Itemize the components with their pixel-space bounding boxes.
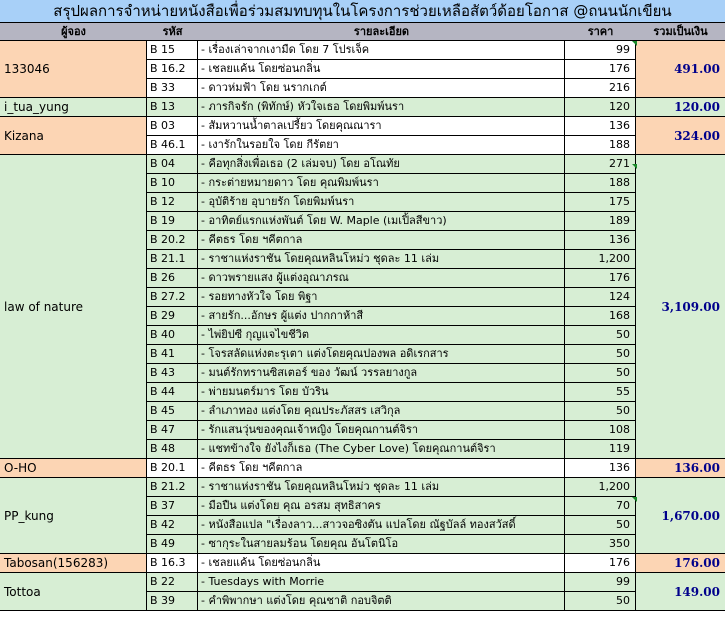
header-total: รวมเป็นเงิน [653, 25, 708, 38]
group-total-cell[interactable]: 324.00 [636, 117, 725, 155]
book-detail-cell[interactable]: - อุบัติร้าย อุบายรัก โดยพิมพ์นรา [198, 193, 565, 211]
order-rows [147, 117, 636, 155]
order-rows [147, 478, 636, 554]
group-total-cell[interactable]: 120.00 [636, 98, 725, 117]
book-code-cell[interactable]: B 49 [147, 535, 198, 553]
order-row [147, 478, 636, 497]
book-detail-cell[interactable]: - อาทิตย์แรกแห่งพันต์ โดย W. Maple (เมเปิ้ลสีขาว) [198, 212, 565, 230]
order-rows [147, 554, 636, 573]
order-row [147, 326, 636, 345]
order-row [147, 497, 636, 516]
price-cell[interactable]: 136 [565, 117, 636, 135]
book-code-cell[interactable]: B 16.3 [147, 554, 198, 572]
book-detail-cell[interactable]: - หนังสือแปล "เรื่องลาว...สาวจอซิงตัน แปลโดย ณัฐบัลล์ ทองสวัสดิ์ [198, 516, 565, 534]
book-detail-cell[interactable]: - ดาวห่มฟ้า โดย นรากเกต์ [198, 79, 565, 97]
order-row [147, 516, 636, 535]
book-code-cell[interactable]: B 21.2 [147, 478, 198, 496]
order-row [147, 269, 636, 288]
book-code-cell[interactable]: B 45 [147, 402, 198, 420]
book-detail-cell[interactable]: - ดาวพรายแสง ผู้แต่งอุณาภรณ [198, 269, 565, 287]
column-header-row [0, 23, 725, 41]
book-detail-cell[interactable]: - คำพิพากษา แต่งโดย คุณชาติ กอบจิตติ [198, 592, 565, 610]
price-cell[interactable]: 168 [565, 307, 636, 325]
price-cell[interactable]: 1,200 [565, 250, 636, 268]
book-code-cell[interactable]: B 47 [147, 421, 198, 439]
price-cell[interactable]: 188 [565, 174, 636, 192]
order-row [147, 364, 636, 383]
price-cell[interactable]: 55 [565, 383, 636, 401]
buyer-group [0, 459, 725, 478]
price-cell[interactable]: 50 [565, 364, 636, 382]
sheet-title: สรุปผลการจำหน่ายหนังสือเพื่อร่วมสมทบทุนในโครงการช่วยเหลือสัตว์ด้อยโอกาส @ถนนนักเขียน [0, 0, 725, 23]
price-cell[interactable]: 1,200 [565, 478, 636, 496]
book-detail-cell[interactable]: - คีตธร โดย ฯคีตกาล [198, 459, 565, 477]
group-total-cell[interactable]: 1,670.00 [636, 478, 725, 554]
order-row [147, 345, 636, 364]
price-cell[interactable]: 50 [565, 402, 636, 420]
book-code-cell[interactable]: B 12 [147, 193, 198, 211]
price-cell[interactable]: 99 [565, 573, 636, 591]
book-code-cell[interactable]: B 20.1 [147, 459, 198, 477]
order-row [147, 79, 636, 98]
group-total-cell[interactable]: 176.00 [636, 554, 725, 573]
order-rows [147, 98, 636, 117]
order-row [147, 136, 636, 155]
price-cell[interactable]: 50 [565, 516, 636, 534]
book-detail-cell[interactable]: - ลำเภาทอง แต่งโดย คุณประภัสสร เสวิกุล [198, 402, 565, 420]
book-code-cell[interactable]: B 15 [147, 41, 198, 59]
price-cell[interactable]: 350 [565, 535, 636, 553]
book-detail-cell[interactable]: - ราชาแห่งราชัน โดยคุณหลินโหม่ว ชุดละ 11 เล่ม [198, 478, 565, 496]
buyer-name-cell[interactable]: i_tua_yung [0, 98, 147, 117]
order-row [147, 592, 636, 611]
book-code-cell[interactable]: B 42 [147, 516, 198, 534]
group-total-cell[interactable]: 3,109.00 [636, 155, 725, 459]
book-code-cell[interactable]: B 29 [147, 307, 198, 325]
order-row [147, 459, 636, 478]
price-cell[interactable]: 50 [565, 592, 636, 610]
price-cell[interactable]: 119 [565, 440, 636, 458]
book-code-cell[interactable]: B 37 [147, 497, 198, 515]
book-code-cell[interactable]: B 33 [147, 79, 198, 97]
price-cell[interactable]: 136 [565, 231, 636, 249]
order-rows [147, 459, 636, 478]
group-total-cell[interactable]: 149.00 [636, 573, 725, 611]
buyer-group [0, 41, 725, 98]
order-row [147, 535, 636, 554]
price-cell[interactable]: 176 [565, 554, 636, 572]
book-detail-cell[interactable]: - ซากุระในสายลมร้อน โดยคุณ อันโตนิโอ [198, 535, 565, 553]
order-row [147, 421, 636, 440]
order-row [147, 117, 636, 136]
price-cell[interactable]: 271 [565, 155, 636, 173]
price-cell[interactable]: 50 [565, 345, 636, 363]
buyer-group [0, 155, 725, 459]
price-cell[interactable]: 120 [565, 98, 636, 116]
header-buyer: ผู้จอง [61, 25, 86, 38]
buyer-name-cell[interactable]: O-HO [0, 459, 147, 478]
book-detail-cell[interactable]: - โจรสลัดแห่งตะรุเตา แต่งโดยคุณปองพล อดิเรกสาร [198, 345, 565, 363]
book-detail-cell[interactable]: - เรื่องเล่าจากเงามืด โดย 7 โปรเจ็ค [198, 41, 565, 59]
book-code-cell[interactable]: B 44 [147, 383, 198, 401]
book-code-cell[interactable]: B 41 [147, 345, 198, 363]
price-cell[interactable]: 70 [565, 497, 636, 515]
price-cell[interactable]: 50 [565, 326, 636, 344]
group-total-cell[interactable]: 491.00 [636, 41, 725, 98]
price-cell[interactable]: 189 [565, 212, 636, 230]
book-code-cell[interactable]: B 26 [147, 269, 198, 287]
buyer-name-cell[interactable]: Tabosan(156283) [0, 554, 147, 573]
order-rows [147, 41, 636, 98]
buyer-name-cell[interactable]: Tottoa [0, 573, 147, 611]
order-row [147, 155, 636, 174]
book-code-cell[interactable]: B 20.2 [147, 231, 198, 249]
order-row [147, 288, 636, 307]
order-rows [147, 573, 636, 611]
buyer-group [0, 98, 725, 117]
group-total-cell[interactable]: 136.00 [636, 459, 725, 478]
order-row [147, 307, 636, 326]
book-detail-cell[interactable]: - เงารักในรอยใจ โดย กีรัตยา [198, 136, 565, 154]
book-detail-cell[interactable]: - มนต์รักทรานซิสเตอร์ ของ วัฒน์ วรรลยางกูล [198, 364, 565, 382]
order-row [147, 250, 636, 269]
book-detail-cell[interactable]: - รักแสนวุ่นของคุณเจ้าหญิง โดยคุณกานต์จิรา [198, 421, 565, 439]
book-code-cell[interactable]: B 22 [147, 573, 198, 591]
book-code-cell[interactable]: B 10 [147, 174, 198, 192]
book-detail-cell[interactable]: - แชทข้างใจ ยังไงก็เธอ (The Cyber Love) โดยคุณกานต์จิรา [198, 440, 565, 458]
buyer-group [0, 573, 725, 611]
book-detail-cell[interactable]: - มือปืน แต่งโดย คุณ อรสม สุทธิสาคร [198, 497, 565, 515]
book-code-cell[interactable]: B 43 [147, 364, 198, 382]
order-row [147, 573, 636, 592]
comment-marker-icon [632, 164, 637, 169]
book-code-cell[interactable]: B 03 [147, 117, 198, 135]
price-cell[interactable]: 188 [565, 136, 636, 154]
price-cell[interactable]: 99 [565, 41, 636, 59]
book-code-cell[interactable]: B 48 [147, 440, 198, 458]
price-cell[interactable]: 176 [565, 60, 636, 78]
book-detail-cell[interactable]: - ราชาแห่งราชัน โดยคุณหลินโหม่ว ชุดละ 11 เล่ม [198, 250, 565, 268]
comment-marker-icon [632, 41, 637, 46]
order-row [147, 440, 636, 459]
book-code-cell[interactable]: B 27.2 [147, 288, 198, 306]
price-cell[interactable]: 124 [565, 288, 636, 306]
buyer-group [0, 478, 725, 554]
order-row [147, 174, 636, 193]
order-row [147, 60, 636, 79]
header-code: รหัส [162, 25, 183, 38]
order-row [147, 231, 636, 250]
book-detail-cell[interactable]: - รอยทางหัวใจ โดย พิฐา [198, 288, 565, 306]
order-row [147, 193, 636, 212]
price-cell[interactable]: 176 [565, 269, 636, 287]
comment-marker-icon [632, 497, 637, 502]
book-detail-cell[interactable]: - เชลยแค้น โดยซ่อนกลิ่น [198, 554, 565, 572]
header-price: ราคา [587, 25, 614, 38]
buyer-group [0, 554, 725, 573]
order-row [147, 402, 636, 421]
book-detail-cell[interactable]: - พ่ายมนตร์มาร โดย บัวริน [198, 383, 565, 401]
book-detail-cell[interactable]: - คีตธร โดย ฯคีตกาล [198, 231, 565, 249]
book-detail-cell[interactable]: - สัมหวานน้ำตาลเปรี้ยว โดยคุณณารา [198, 117, 565, 135]
book-detail-cell[interactable]: - เชลยแค้น โดยซ่อนกลิ่น [198, 60, 565, 78]
book-code-cell[interactable]: B 39 [147, 592, 198, 610]
buyer-name-cell[interactable]: Kizana [0, 117, 147, 155]
book-detail-cell[interactable]: - คือทุกสิ่งเพื่อเธอ (2 เล่มจบ) โดย อโณทัย [198, 155, 565, 173]
price-cell[interactable]: 175 [565, 193, 636, 211]
book-code-cell[interactable]: B 16.2 [147, 60, 198, 78]
header-detail: รายละเอียด [353, 25, 410, 38]
order-row [147, 98, 636, 117]
order-row [147, 554, 636, 573]
book-detail-cell[interactable]: - ไพ่ยิปซี กุญแจไขชีวิต [198, 326, 565, 344]
buyer-name-cell[interactable]: law of nature [0, 155, 147, 459]
book-code-cell[interactable]: B 46.1 [147, 136, 198, 154]
book-code-cell[interactable]: B 13 [147, 98, 198, 116]
book-detail-cell[interactable]: - กระต่ายหมายดาว โดย คุณพิมพ์นรา [198, 174, 565, 192]
order-rows [147, 155, 636, 459]
book-detail-cell[interactable]: - Tuesdays with Morrie [198, 573, 565, 591]
buyer-group [0, 117, 725, 155]
price-cell[interactable]: 108 [565, 421, 636, 439]
book-code-cell[interactable]: B 21.1 [147, 250, 198, 268]
order-row [147, 383, 636, 402]
order-row [147, 212, 636, 231]
book-code-cell[interactable]: B 04 [147, 155, 198, 173]
book-code-cell[interactable]: B 40 [147, 326, 198, 344]
buyer-name-cell[interactable]: PP_kung [0, 478, 147, 554]
price-cell[interactable]: 136 [565, 459, 636, 477]
order-row [147, 41, 636, 60]
price-cell[interactable]: 216 [565, 79, 636, 97]
buyer-name-cell[interactable]: 133046 [0, 41, 147, 98]
book-code-cell[interactable]: B 19 [147, 212, 198, 230]
book-detail-cell[interactable]: - สายรัก...อักษร ผู้แต่ง ปากกาห้าสี [198, 307, 565, 325]
book-detail-cell[interactable]: - ภารกิจรัก (พิทักษ์) หัวใจเธอ โดยพิมพ์นรา [198, 98, 565, 116]
